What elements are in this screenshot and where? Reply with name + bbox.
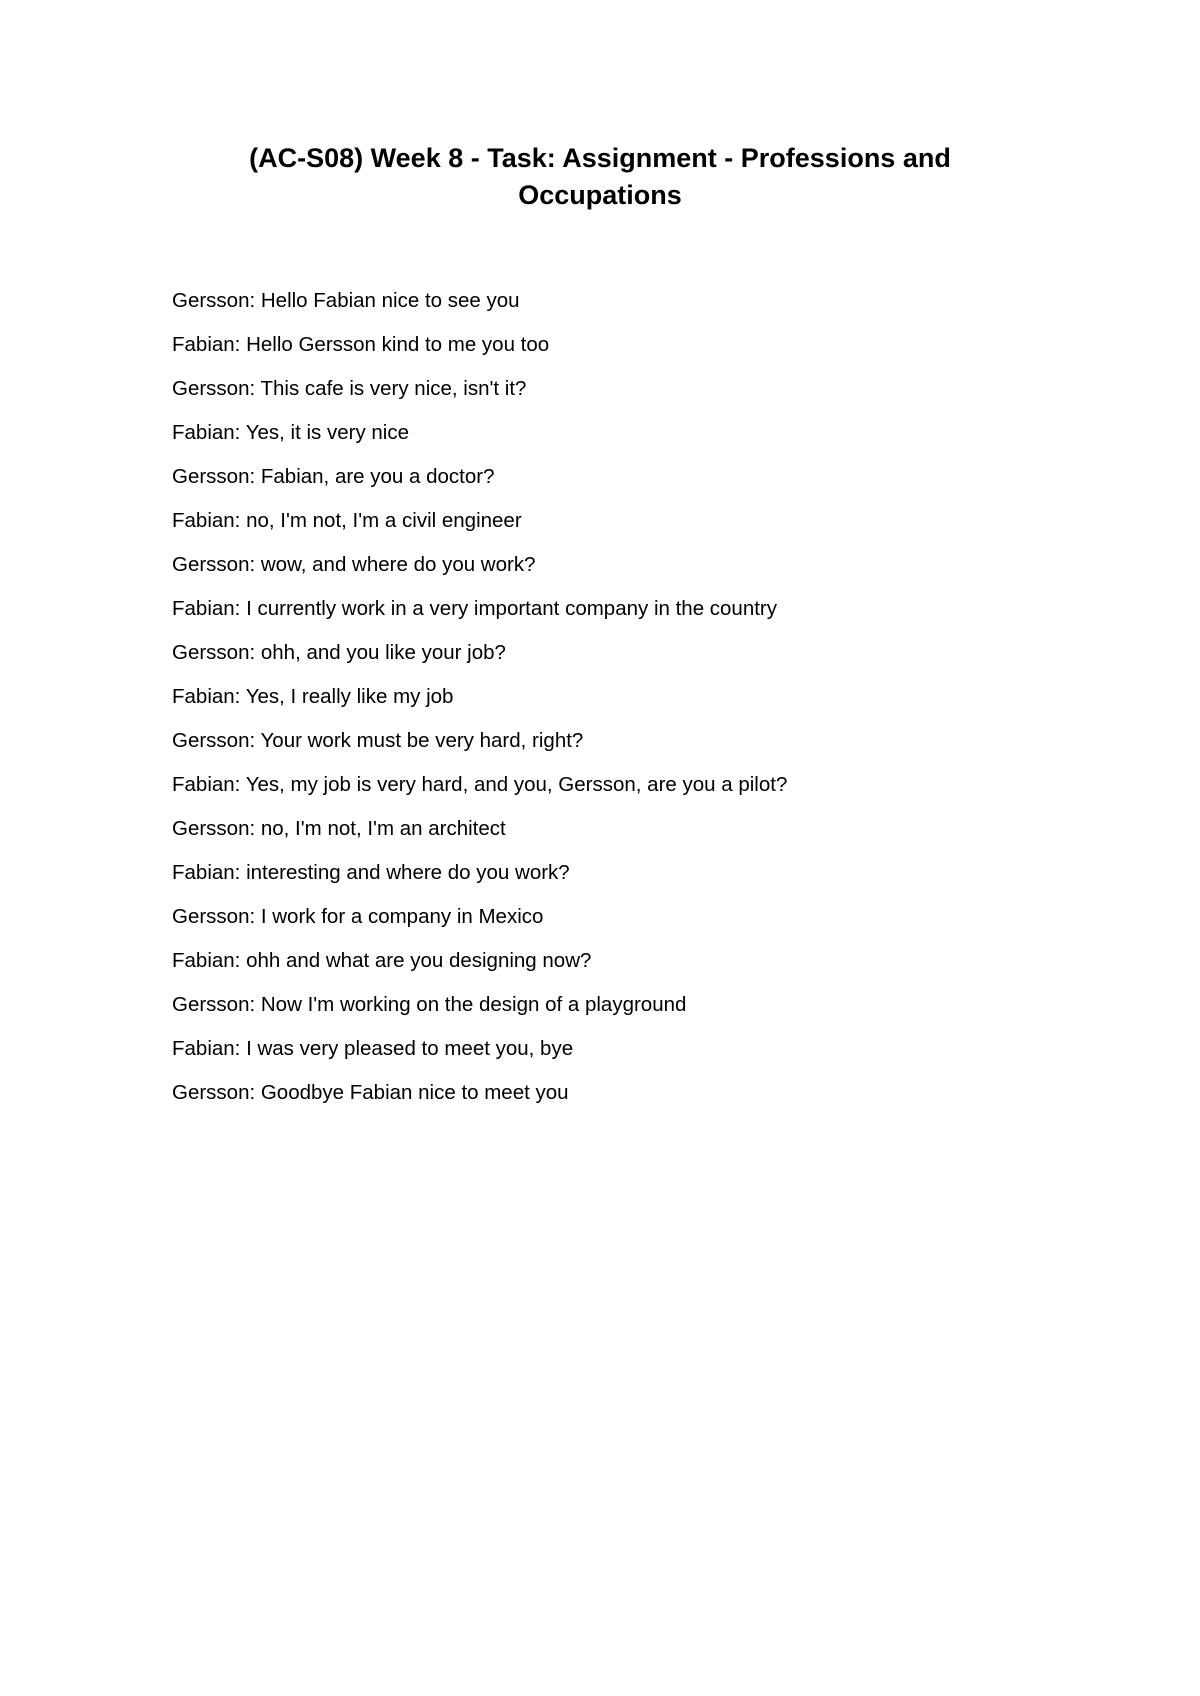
dialogue-line: Fabian: I was very pleased to meet you, bye — [172, 1037, 574, 1060]
dialogue-list — [172, 279, 1072, 1115]
dialogue-line: Gersson: no, I'm not, I'm an architect — [172, 817, 506, 840]
dialogue-line: Fabian: ohh and what are you designing now? — [172, 949, 592, 972]
dialogue-line: Fabian: Hello Gersson kind to me you too — [172, 333, 550, 356]
dialogue-line: Gersson: Now I'm working on the design of a playground — [172, 993, 687, 1016]
dialogue-line: Gersson: This cafe is very nice, isn't it? — [172, 377, 527, 400]
dialogue-line: Gersson: ohh, and you like your job? — [172, 641, 506, 664]
dialogue-line: Gersson: Goodbye Fabian nice to meet you — [172, 1081, 569, 1104]
dialogue-line: Fabian: I currently work in a very important company in the country — [172, 597, 778, 620]
dialogue-line: Fabian: interesting and where do you work? — [172, 861, 570, 884]
dialogue-line: Fabian: Yes, I really like my job — [172, 685, 454, 708]
dialogue-line: Fabian: Yes, it is very nice — [172, 421, 410, 444]
dialogue-line: Gersson: I work for a company in Mexico — [172, 905, 544, 928]
dialogue-line: Fabian: Yes, my job is very hard, and you, Gersson, are you a pilot? — [172, 773, 788, 796]
document-title: (AC-S08) Week 8 - Task: Assignment - Professions and Occupations — [249, 143, 951, 210]
dialogue-line: Gersson: wow, and where do you work? — [172, 553, 536, 576]
dialogue-line: Gersson: Fabian, are you a doctor? — [172, 465, 495, 488]
dialogue-line: Gersson: Hello Fabian nice to see you — [172, 289, 520, 312]
dialogue-line: Gersson: Your work must be very hard, right? — [172, 729, 584, 752]
dialogue-line: Fabian: no, I'm not, I'm a civil engineer — [172, 509, 522, 532]
